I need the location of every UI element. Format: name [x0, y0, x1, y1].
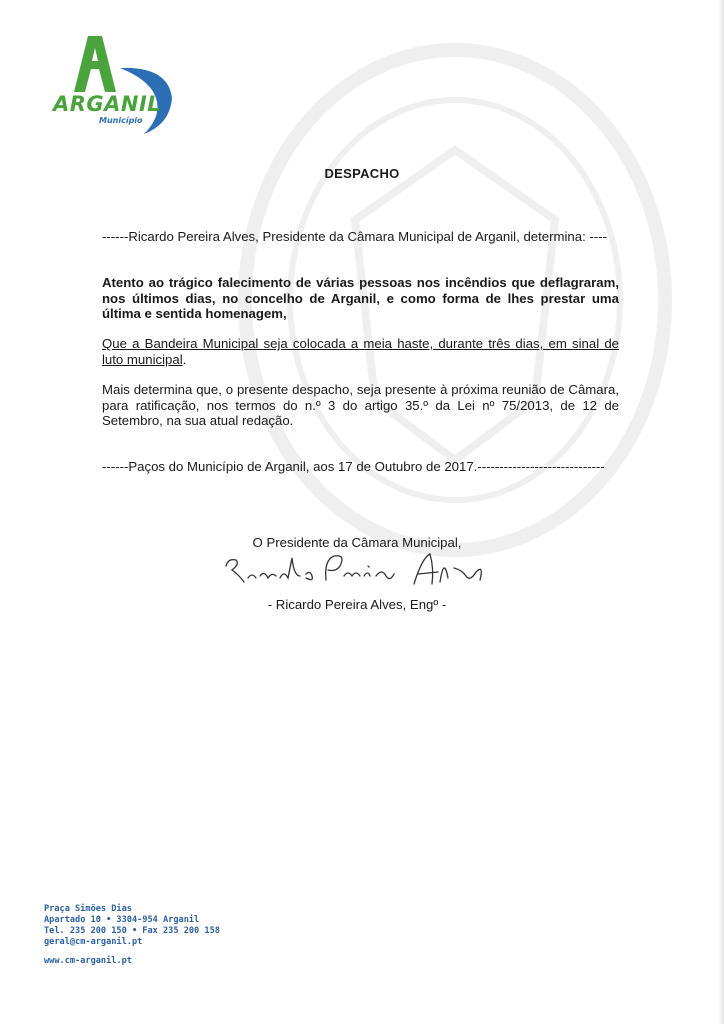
handwritten-signature	[218, 548, 498, 594]
footer-website: www.cm-arganil.pt	[44, 956, 132, 966]
decision-underlined-text: Que a Bandeira Municipal seja colocada a meia haste, durante três dias, em sinal de luto municipal	[102, 336, 619, 367]
logo-subtitle: Município	[99, 116, 143, 125]
signatory-name: - Ricardo Pereira Alves, Engº -	[267, 597, 447, 612]
footer-gap	[44, 948, 220, 956]
footer-phone: Tel. 235 200 150 • Fax 235 200 158	[44, 926, 220, 936]
further-paragraph: Mais determina que, o presente despacho, seja presente à próxima reunião de Câmara, para ratificação, nos termos do n.º 3 do artigo 35.º da Lei nº 75/2013, de 12 de Setembro, na sua atual redação.	[102, 382, 619, 428]
signature-title: O Presidente da Câmara Municipal,	[252, 535, 462, 550]
intro-line: ------Ricardo Pereira Alves, Presidente da Câmara Municipal de Arganil, determina: ----	[102, 229, 607, 244]
closing-line: ------Paços do Município de Arganil, aos 17 de Outubro de 2017.-----------------------------	[102, 459, 605, 474]
logo-name: ARGANIL	[53, 92, 162, 116]
arganil-logo	[50, 36, 180, 136]
decision-period: .	[182, 351, 187, 367]
footer-address-line1: Praça Simões Dias	[44, 904, 132, 914]
considering-paragraph: Atento ao trágico falecimento de várias pessoas nos incêndios que deflagraram, nos últimos dias, no concelho de Arganil, e como forma de lhes prestar uma última e sentida homenagem,	[102, 275, 619, 321]
page-edge-shadow	[718, 0, 724, 1024]
footer-email: geral@cm-arganil.pt	[44, 937, 143, 947]
footer-contact	[44, 904, 220, 967]
footer-address-line2: Apartado 10 • 3304-954 Arganil	[44, 915, 200, 925]
decision-paragraph	[102, 336, 619, 367]
document-title: DESPACHO	[324, 166, 400, 181]
